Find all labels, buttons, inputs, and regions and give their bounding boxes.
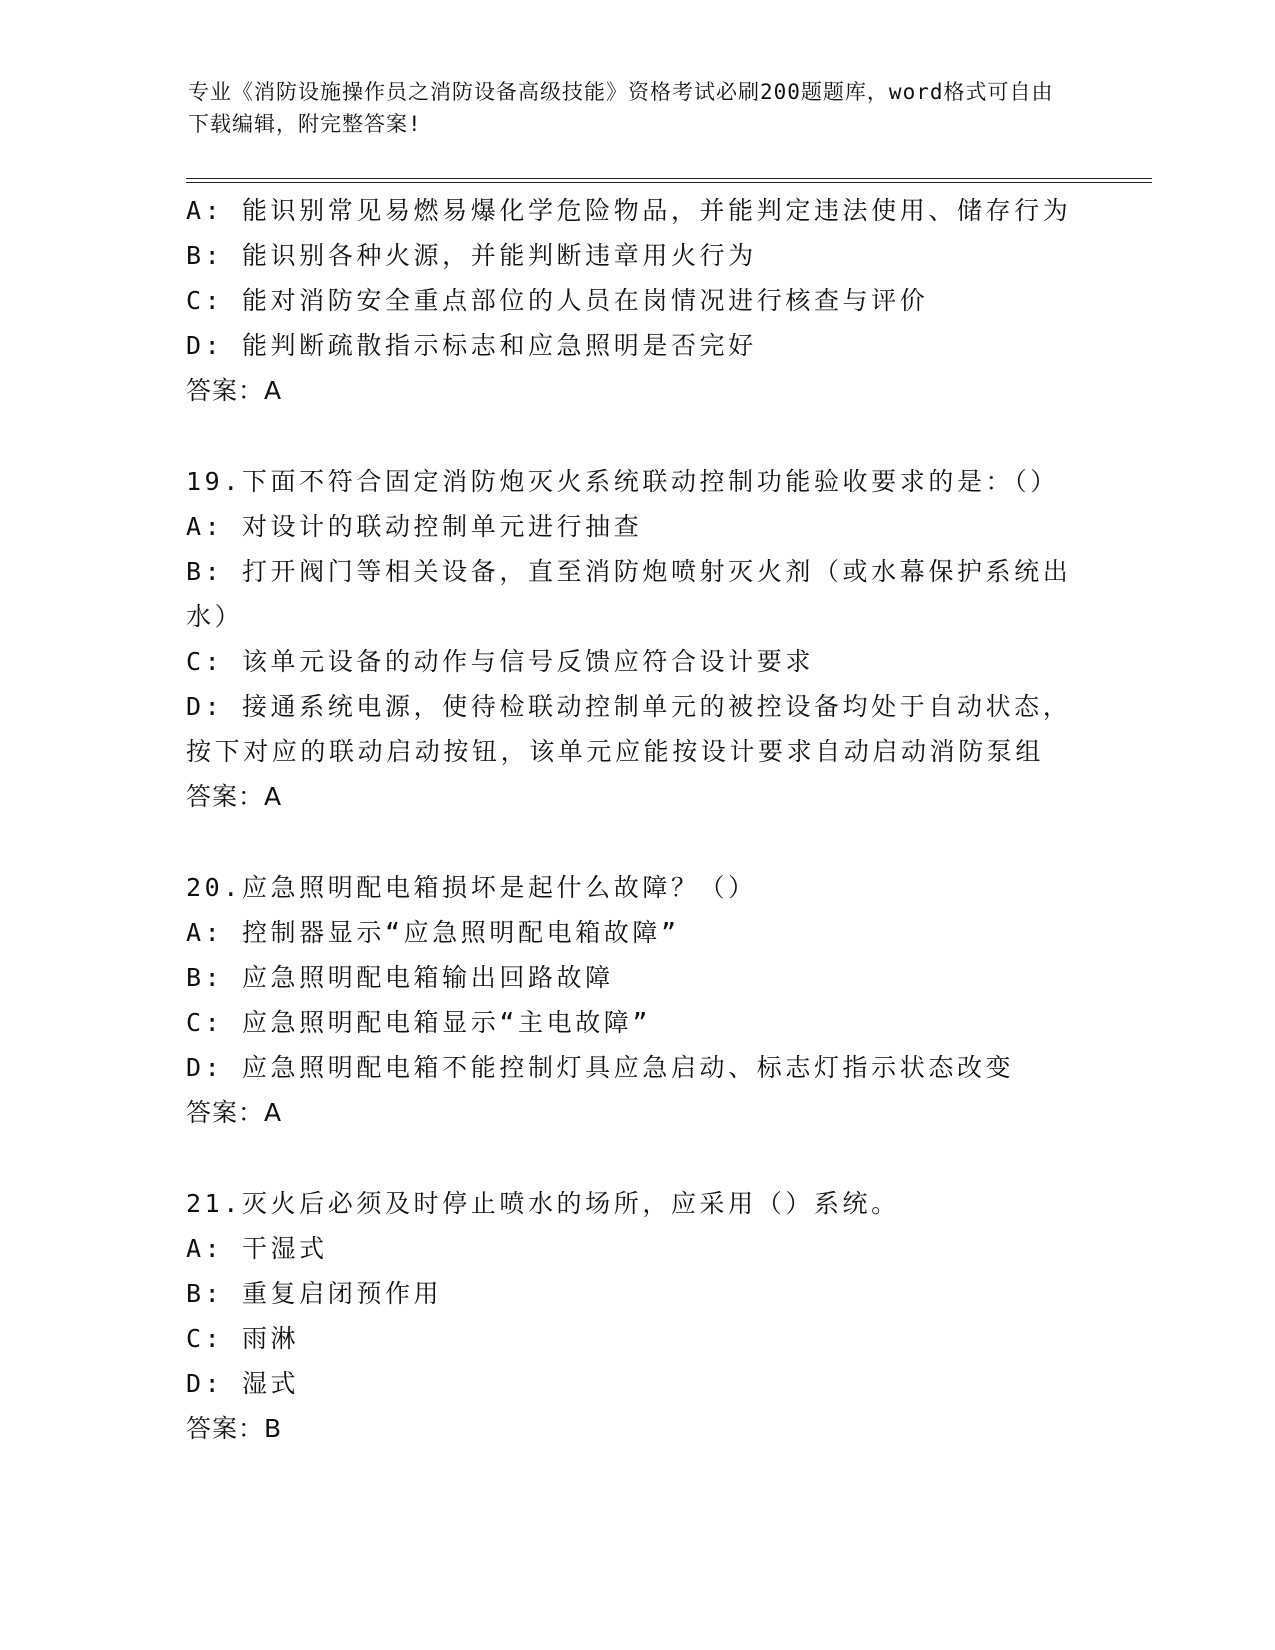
option-d: D: 接通系统电源，使待检联动控制单元的被控设备均处于自动状态， xyxy=(186,692,1072,721)
question-text: 20.应急照明配电箱损坏是起什么故障？（） xyxy=(186,873,757,902)
option-b: B: 重复启闭预作用 xyxy=(186,1279,443,1308)
answer-label: 答案：B xyxy=(186,1414,283,1443)
option-b: B: 能识别各种火源，并能判断违章用火行为 xyxy=(186,241,757,270)
question-block-20 xyxy=(186,865,1086,1135)
option-c: C: 该单元设备的动作与信号反馈应符合设计要求 xyxy=(186,647,814,676)
document-header: 专业《消防设施操作员之消防设备高级技能》资格考试必刷200题题库，word格式可自由下载编辑，附完整答案! xyxy=(188,80,1054,136)
question-block-21 xyxy=(186,1181,1086,1451)
option-d-continued: 按下对应的联动启动按钮，该单元应能按设计要求自动启动消防泵组 xyxy=(186,737,1045,766)
answer-label: 答案：A xyxy=(186,782,283,811)
question-block-19 xyxy=(186,459,1086,819)
question-list xyxy=(186,188,1086,1451)
option-a: A: 对设计的联动控制单元进行抽查 xyxy=(186,512,643,541)
question-text: 21.灭火后必须及时停止喷水的场所，应采用（）系统。 xyxy=(186,1189,900,1218)
question-block-18 xyxy=(186,188,1086,413)
option-a: A: 能识别常见易燃易爆化学危险物品，并能判定违法使用、储存行为 xyxy=(186,196,1072,225)
spacer xyxy=(186,413,1086,459)
option-a: A: 控制器显示“应急照明配电箱故障” xyxy=(186,918,680,947)
option-c: C: 能对消防安全重点部位的人员在岗情况进行核查与评价 xyxy=(186,286,929,315)
option-c: C: 应急照明配电箱显示“主电故障” xyxy=(186,1008,652,1037)
option-a: A: 干湿式 xyxy=(186,1234,328,1263)
option-b: B: 打开阀门等相关设备，直至消防炮喷射灭火剂（或水幕保护系统出 xyxy=(186,557,1072,586)
spacer xyxy=(186,1135,1086,1181)
option-d: D: 应急照明配电箱不能控制灯具应急启动、标志灯指示状态改变 xyxy=(186,1053,1015,1082)
answer-label: 答案：A xyxy=(186,376,283,405)
option-d: D: 能判断疏散指示标志和应急照明是否完好 xyxy=(186,331,757,360)
header-divider xyxy=(186,178,1152,183)
answer-label: 答案：A xyxy=(186,1098,283,1127)
option-c: C: 雨淋 xyxy=(186,1324,300,1353)
option-b-continued: 水） xyxy=(186,602,244,631)
option-d: D: 湿式 xyxy=(186,1369,300,1398)
spacer xyxy=(186,819,1086,865)
question-text: 19.下面不符合固定消防炮灭火系统联动控制功能验收要求的是：（） xyxy=(186,467,1059,496)
option-b: B: 应急照明配电箱输出回路故障 xyxy=(186,963,614,992)
